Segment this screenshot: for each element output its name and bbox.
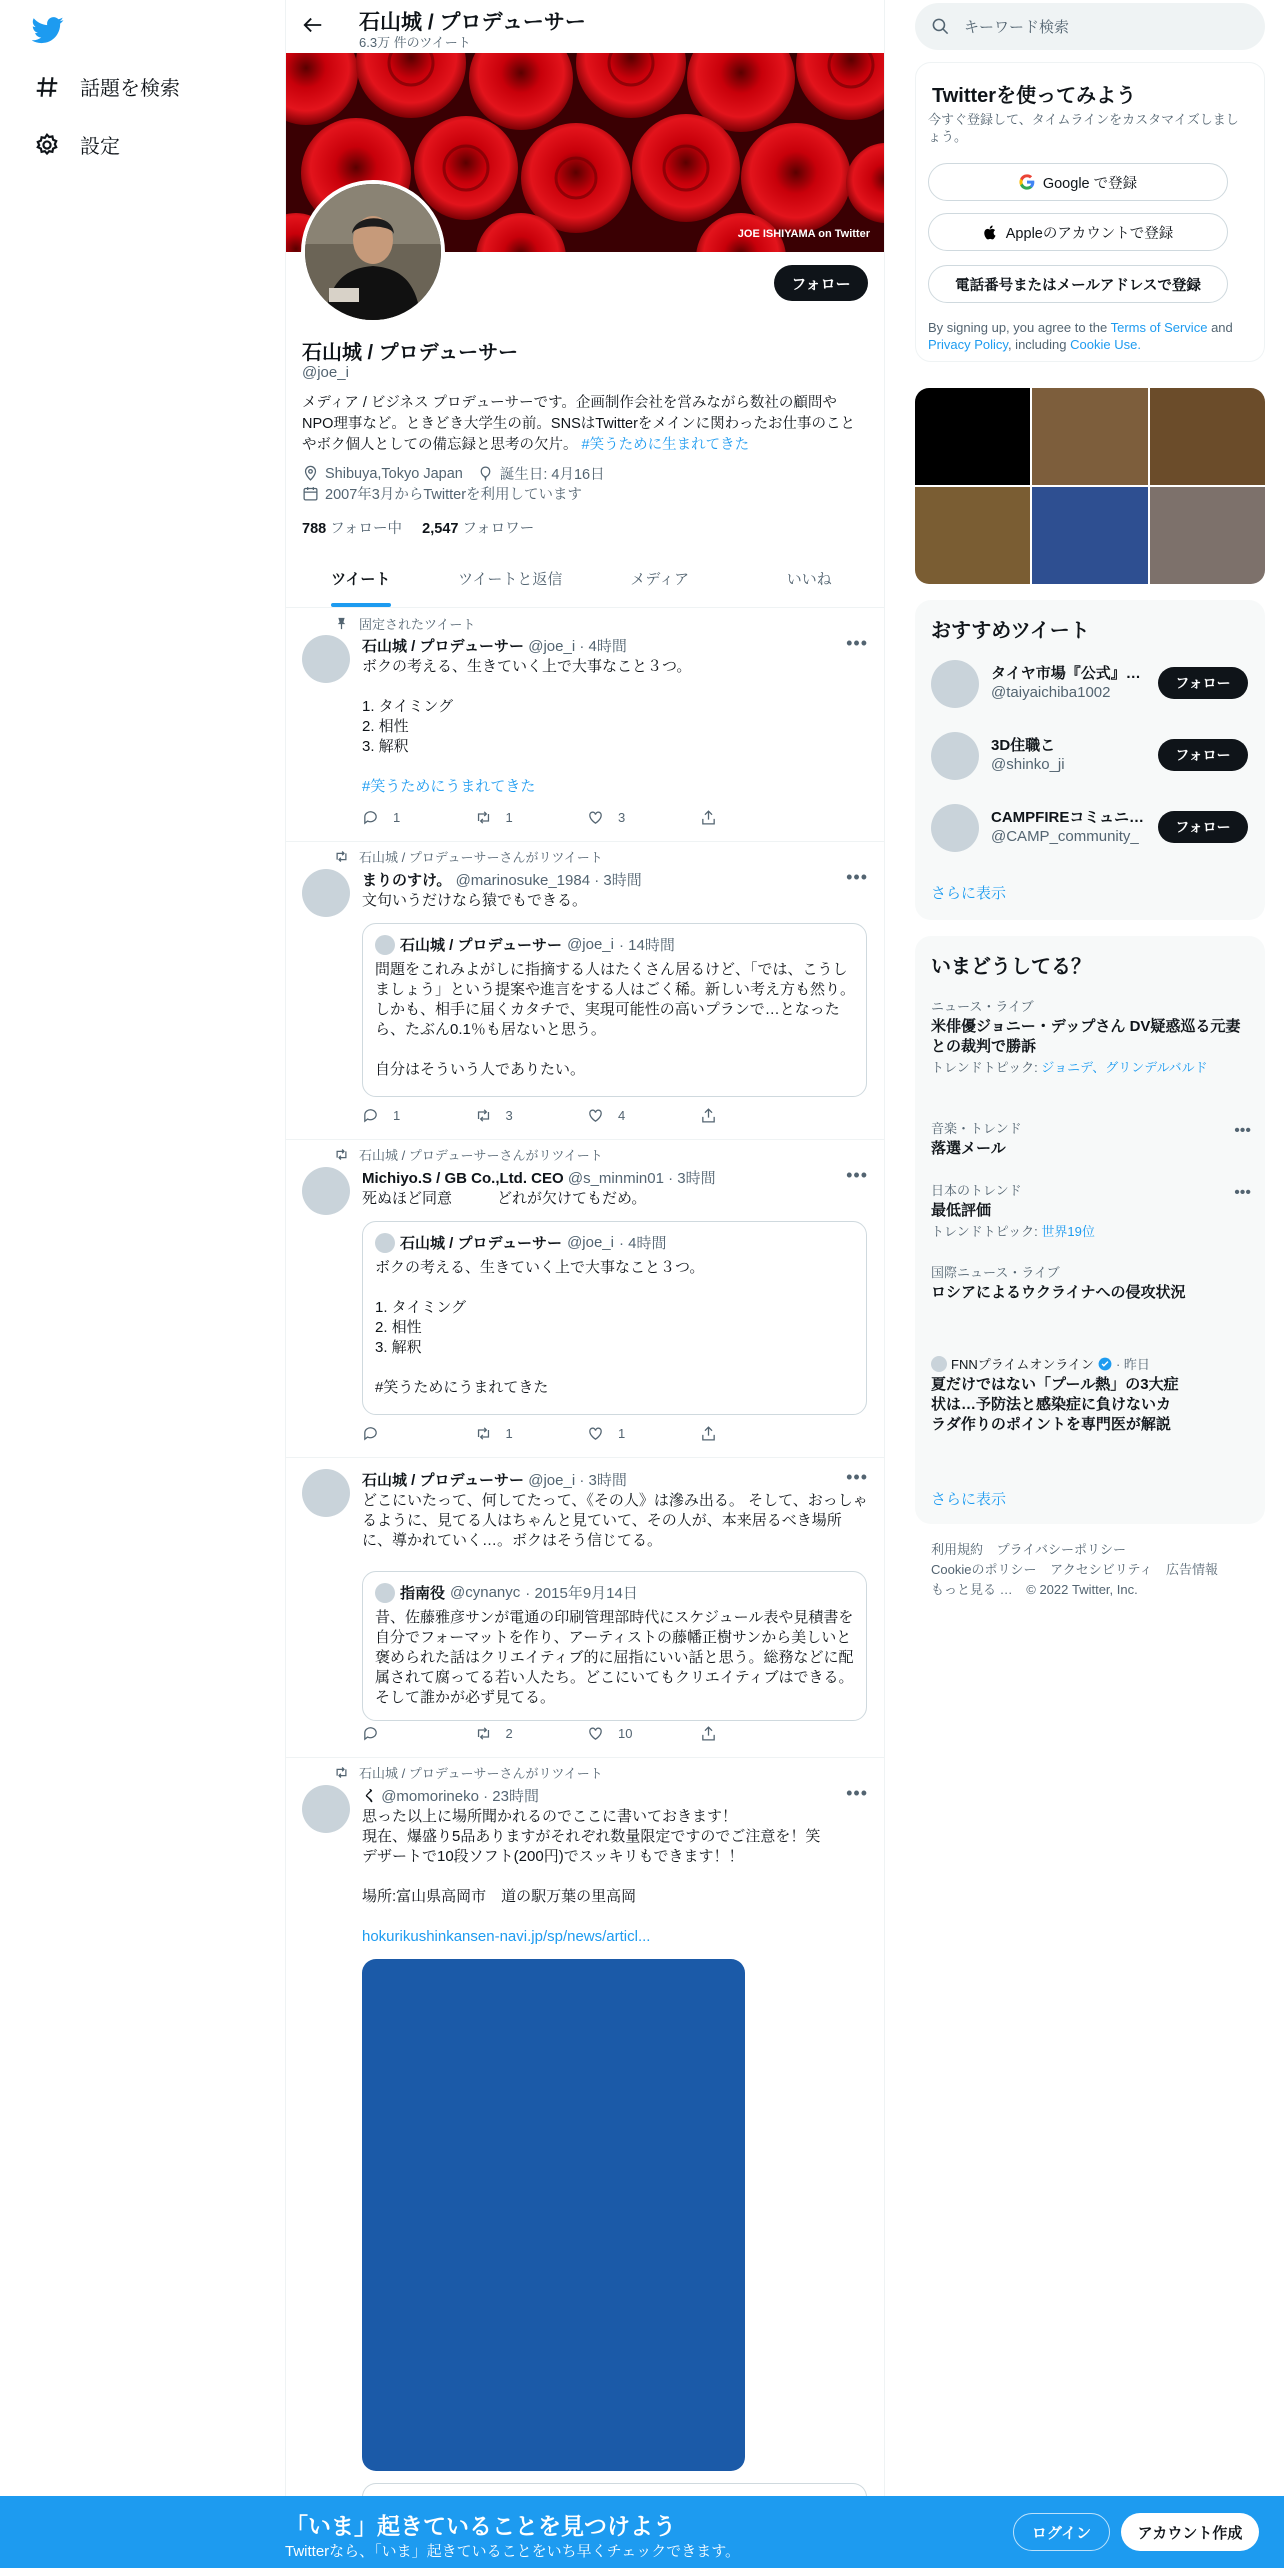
twitter-logo-icon[interactable] (32, 14, 64, 46)
profile-bio (302, 393, 868, 456)
recommended-handle: @CAMP_community_ (991, 828, 1139, 845)
follow-button[interactable]: フォロー (1158, 739, 1248, 771)
gear-icon (34, 132, 60, 158)
nav-explore[interactable] (34, 72, 180, 101)
apple-signup-button[interactable] (928, 213, 1228, 251)
reply-count: 1 (393, 810, 401, 825)
pinned-context (334, 614, 475, 633)
quoted-avatar (375, 1233, 395, 1253)
retweet-icon (475, 809, 492, 826)
back-arrow-icon[interactable] (302, 14, 324, 36)
trend-category: 音楽・トレンド (931, 1121, 1022, 1136)
trend-title: 米俳優ジョニー・デップさん DV疑惑巡る元妻との裁判で勝訴 (931, 1018, 1241, 1055)
retweet-button[interactable] (475, 1725, 588, 1742)
retweet-count: 1 (505, 1426, 513, 1441)
avatar[interactable] (931, 732, 979, 780)
reply-icon (362, 1725, 379, 1742)
like-count: 4 (618, 1108, 626, 1123)
profile-stats (302, 517, 534, 538)
trend-category: 国際ニュース・ライブ (931, 1265, 1060, 1280)
show-more-link[interactable]: さらに表示 (931, 1491, 1007, 1508)
tab-likes[interactable]: いいね (786, 571, 832, 588)
trend-category: 日本のトレンド (931, 1183, 1022, 1198)
bio-hashtag-link[interactable]: #笑うために生まれてきた (581, 437, 750, 453)
balloon-icon (477, 465, 494, 482)
following-link[interactable] (302, 521, 402, 537)
trends-card (915, 936, 1265, 1524)
more-icon[interactable]: ••• (846, 633, 868, 653)
share-icon (700, 1725, 717, 1742)
location-pin-icon (302, 465, 319, 482)
retweet-icon (475, 1725, 492, 1742)
share-button[interactable] (700, 1725, 813, 1742)
trend-category: ニュース・ライブ (931, 999, 1034, 1014)
source-avatar (931, 1356, 947, 1372)
main-column (285, 0, 885, 2568)
author-handle[interactable]: @joe_i (528, 638, 576, 655)
trend-sub-prefix: トレンドトピック: (931, 1060, 1042, 1075)
quoted-author-name: 指南役 (400, 1585, 446, 1602)
profile-joined: 2007年3月からTwitterを利用しています (325, 487, 583, 503)
tweet-header (362, 1785, 539, 1806)
quoted-time: · 14時間 (618, 937, 675, 954)
footer-link[interactable]: Cookieのポリシー (931, 1562, 1037, 1577)
trend-item[interactable] (931, 1262, 1251, 1303)
share-icon (700, 1107, 717, 1124)
pin-icon (334, 616, 349, 631)
terms-and: and (1211, 320, 1233, 335)
quoted-handle: @joe_i (567, 1234, 614, 1251)
quoted-text: 問題をこれみよがしに指摘する人はたくさん居るけど、「では、こうしましょう」という提案や進言をする人はごく稀。新しい考え方も然り。しかも、相手に届くカタチで、実現可能性の高いプランで…となったら、たぶん0.1％も居ないと思う。 自分はそういう人でありたい。 (375, 961, 856, 1078)
recommended-title: おすすめツイート (931, 620, 1090, 642)
quoted-author-name: 石山城 / プロデューサー (400, 1235, 563, 1252)
retweet-button[interactable] (475, 809, 588, 826)
trend-subtitle (931, 1060, 1251, 1076)
tweet-text: 思った以上に場所聞かれるのでここに書いておきます！ 現在、爆盛り5品ありますがそれぞれ数量限定ですのでご注意を！笑 デザートで10段ソフト(200円)でスッキリもできます！！ 場所:富山県高岡市 道の駅万葉の里高岡 (362, 1808, 821, 1905)
profile-tabs (286, 550, 884, 608)
avatar[interactable] (931, 804, 979, 852)
follow-button[interactable]: フォロー (1158, 811, 1248, 843)
like-count: 10 (618, 1726, 633, 1741)
tab-media[interactable]: メディア (630, 571, 690, 588)
retweet-icon (334, 1147, 349, 1162)
profile-handle: @joe_i (302, 364, 349, 381)
google-signup-button[interactable] (928, 163, 1228, 201)
banner-caption: JOE ISHIYAMA on Twitter (737, 228, 870, 240)
nav-explore-label: 話題を検索 (80, 78, 180, 100)
more-icon[interactable]: ••• (846, 1467, 868, 1487)
tweet-actions (362, 1725, 812, 1742)
retweet-context (334, 1145, 603, 1164)
more-icon[interactable]: ••• (846, 1165, 868, 1185)
reply-button[interactable] (362, 1425, 475, 1442)
trend-source: FNNプライムオンライン (951, 1357, 1094, 1372)
retweet-button[interactable] (475, 1425, 588, 1442)
avatar[interactable] (302, 1167, 350, 1215)
terms-prefix: By signing up, you agree to the (928, 320, 1108, 335)
like-button[interactable] (587, 1725, 700, 1742)
search-placeholder: キーワード検索 (964, 19, 1070, 36)
left-nav (0, 0, 285, 2568)
heart-icon (587, 1725, 604, 1742)
recommended-name: タイヤ市場『公式』… (991, 665, 1141, 682)
apple-signup-label: Appleのアカウントで登録 (1005, 225, 1174, 242)
more-icon[interactable]: ••• (846, 1783, 868, 1803)
create-account-button[interactable]: アカウント作成 (1121, 2513, 1259, 2551)
trend-title: 最低評価 (931, 1202, 992, 1219)
phone-email-signup-button[interactable] (928, 265, 1228, 303)
retweet-context-label: 石山城 / プロデューサーさんがリツイート (359, 1766, 603, 1781)
tweet-text: ボクの考える、生きていく上で大事なこと３つ。 1. タイミング 2. 相性 3. 解釈 (362, 658, 692, 755)
signup-card (915, 62, 1265, 362)
privacy-policy-link[interactable]: Privacy Policy (928, 337, 1008, 352)
quoted-header (375, 1582, 638, 1603)
heart-icon (587, 809, 604, 826)
retweet-icon (334, 1765, 349, 1780)
share-icon (700, 809, 717, 826)
author-handle[interactable]: @marinosuke_1984 (455, 872, 591, 889)
recommended-item[interactable] (931, 656, 1261, 712)
quoted-header (375, 934, 675, 955)
media-thumbnail[interactable] (915, 388, 1030, 485)
banner-title: 「いま」起きていることを見つけよう (285, 2513, 676, 2539)
tweet-text: 死ぬほど同意 どれが欠けてもだめ。 (362, 1190, 647, 1207)
retweet-count: 1 (505, 810, 513, 825)
footer-link[interactable]: もっと見る … (931, 1582, 1013, 1597)
retweet-context (334, 847, 603, 866)
footer-link[interactable]: 広告情報 (1166, 1562, 1219, 1577)
quoted-time: · 4時間 (618, 1235, 667, 1252)
tweet-hashtag-link[interactable]: #笑うためにうまれてきた (362, 778, 536, 795)
google-icon (1019, 174, 1035, 190)
reply-icon (362, 1107, 379, 1124)
tweet[interactable] (286, 1457, 884, 1758)
media-thumbnail[interactable] (1150, 487, 1265, 584)
quoted-time: · 2015年9月14日 (525, 1585, 638, 1602)
login-button[interactable]: ログイン (1013, 2513, 1110, 2551)
signup-title: Twitterを使ってみよう (932, 85, 1137, 107)
recommended-name: CAMPFIREコミュニ… (991, 809, 1145, 826)
quoted-handle: @joe_i (567, 936, 614, 953)
following-label: フォロー中 (330, 521, 403, 537)
retweet-icon (475, 1107, 492, 1124)
share-button[interactable] (700, 1107, 813, 1124)
author-handle[interactable]: @momorineko (381, 1788, 479, 1805)
retweet-context-label: 石山城 / プロデューサーさんがリツイート (359, 850, 603, 865)
quoted-author-name: 石山城 / プロデューサー (400, 937, 563, 954)
tweet-external-link[interactable]: hokurikushinkansen-navi.jp/sp/news/articl... (362, 1928, 651, 1945)
trend-subtitle (931, 1224, 1251, 1240)
footer-link[interactable]: プライバシーポリシー (996, 1542, 1126, 1557)
header-title: 石山城 / プロデューサー (359, 11, 586, 34)
recommended-handle: @taiyaichiba1002 (991, 684, 1111, 701)
verified-badge-icon (1098, 1357, 1112, 1371)
tweet-image[interactable] (362, 1959, 745, 2471)
profile-photo (305, 184, 441, 320)
reply-button[interactable] (362, 809, 475, 826)
footer-link[interactable]: 利用規約 (931, 1542, 984, 1557)
more-icon[interactable]: ••• (1234, 1122, 1251, 1139)
quoted-text: 昔、佐藤雅彦サンが電通の印刷管理部時代にスケジュール表や見積書を自分でフォーマットを作り、アーティストの藤幡正樹サンから美しいと褒められた話はクリエイティブ的に屈指にいい話と思う。総務などに配属されて腐ってる若い人たち。どこにいてもクリエイティブはできる。そして誰かが必ず見てる。 (375, 1609, 854, 1706)
nav-settings[interactable] (34, 130, 120, 159)
tweet[interactable] (286, 1757, 884, 2568)
author-name[interactable]: く (362, 1788, 378, 1805)
profile-birthday: 誕生日: 4月16日 (499, 467, 605, 483)
pinned-label: 固定されたツイート (359, 617, 476, 632)
tweet[interactable] (286, 1139, 884, 1458)
share-icon (700, 1425, 717, 1442)
tab-tweets[interactable]: ツイート (286, 550, 436, 607)
profile-header (286, 0, 884, 52)
media-thumbnail[interactable] (1032, 388, 1147, 485)
quoted-header (375, 1232, 667, 1253)
heart-icon (587, 1107, 604, 1124)
author-name[interactable]: Michiyo.S / GB Co.,Ltd. CEO (362, 1170, 564, 1187)
phone-email-signup-label: 電話番号またはメールアドレスで登録 (955, 277, 1201, 294)
retweet-icon (334, 849, 349, 864)
tweet-time[interactable]: · 23時間 (483, 1788, 539, 1805)
retweet-icon (475, 1425, 492, 1442)
like-count: 1 (618, 1426, 626, 1441)
trend-item[interactable] (931, 1118, 1251, 1159)
media-thumbnail[interactable] (1032, 487, 1147, 584)
avatar[interactable] (302, 1469, 350, 1517)
trends-title: いまどうしてる？ (931, 956, 1091, 978)
trend-topic-link[interactable]: 世界19位 (1041, 1224, 1095, 1239)
tweet-header (362, 1167, 716, 1188)
tweet-time[interactable]: · 3時間 (668, 1170, 716, 1187)
tweet-actions (362, 1425, 812, 1442)
retweet-count: 2 (505, 1726, 513, 1741)
followers-count: 2,547 (422, 521, 459, 537)
google-signup-label: Google で登録 (1042, 175, 1138, 192)
recommended-name: 3D住職こ (991, 737, 1056, 754)
tweet-time[interactable]: · 4時間 (579, 638, 627, 655)
cookie-use-link[interactable]: Cookie Use. (1070, 337, 1141, 352)
trend-title: 落選メール (931, 1140, 1006, 1157)
recommended-card (915, 600, 1265, 920)
following-count: 788 (302, 521, 327, 537)
tweet[interactable] (286, 607, 884, 842)
followers-link[interactable] (422, 521, 534, 537)
quoted-tweet[interactable] (362, 1571, 867, 1721)
media-grid (915, 388, 1265, 584)
retweet-context (334, 1763, 603, 1782)
tweet-header (362, 635, 627, 656)
follow-button[interactable]: フォロー (774, 265, 868, 301)
search-icon (931, 17, 950, 36)
tweet-header (362, 1469, 627, 1490)
reply-button[interactable] (362, 1107, 475, 1124)
banner-subtitle: Twitterなら、「いま」起きていることをいち早くチェックできます。 (285, 2543, 741, 2560)
tab-tweets-and-replies[interactable]: ツイートと返信 (458, 571, 563, 588)
calendar-icon (302, 485, 319, 502)
trend-item[interactable] (931, 996, 1251, 1076)
signup-terms (928, 319, 1254, 353)
profile-location: Shibuya,Tokyo Japan (325, 465, 463, 482)
share-button[interactable] (700, 1425, 813, 1442)
avatar[interactable] (931, 660, 979, 708)
avatar[interactable] (302, 869, 350, 917)
profile-avatar[interactable] (301, 180, 445, 324)
reply-count: 1 (393, 1108, 401, 1123)
tweet[interactable] (286, 841, 884, 1140)
reply-icon (362, 1425, 379, 1442)
recommended-handle: @shinko_ji (991, 756, 1065, 773)
share-button[interactable] (700, 809, 813, 826)
tweet-count: 6.3万 件のツイート (359, 35, 471, 50)
signup-banner (0, 2496, 1284, 2568)
media-thumbnail[interactable] (1150, 388, 1265, 485)
profile-joined-row (302, 483, 582, 504)
quoted-text: ボクの考える、生きていく上で大事なこと３つ。 1. タイミング 2. 相性 3. 解釈 #笑うためにうまれてきた (375, 1259, 705, 1396)
tweet-actions (362, 1107, 812, 1124)
reply-icon (362, 809, 379, 826)
reply-button[interactable] (362, 1725, 475, 1742)
like-button[interactable] (587, 1107, 700, 1124)
copyright: © 2022 Twitter, Inc. (1026, 1582, 1138, 1597)
profile-meta-row (302, 463, 605, 484)
author-name[interactable]: まりのすけ。 (362, 872, 452, 889)
quoted-avatar (375, 1583, 395, 1603)
show-more-link[interactable]: さらに表示 (931, 885, 1007, 902)
hashtag-icon (34, 74, 60, 100)
follow-button[interactable]: フォロー (1158, 667, 1248, 699)
author-name[interactable]: 石山城 / プロデューサー (362, 1472, 525, 1489)
like-button[interactable] (587, 1425, 700, 1442)
heart-icon (587, 1425, 604, 1442)
retweet-context-label: 石山城 / プロデューサーさんがリツイート (359, 1148, 603, 1163)
tweet-text: どこにいたって、何してたって、《その人》は滲み出る。 そして、おっしゃるように、見てる人はちゃんと見ていて、その人が、本来居るべき場所に、導かれていく…。ボクはそう信じてる。 (362, 1492, 868, 1549)
quoted-tweet[interactable] (362, 923, 867, 1097)
apple-icon (983, 224, 998, 241)
avatar[interactable] (302, 635, 350, 683)
trend-time: · 昨日 (1115, 1357, 1150, 1372)
author-handle[interactable]: @joe_i (528, 1472, 576, 1489)
quoted-handle: @cynanyc (450, 1584, 521, 1601)
tweet-time[interactable]: · 3時間 (579, 1472, 627, 1489)
footer-links (931, 1540, 1251, 1600)
quoted-tweet[interactable] (362, 1221, 867, 1415)
bio-text: メディア / ビジネス プロデューサーです。企画制作会社を営みながら数社の顧問やNPO理事など。ときどき大学生の前。SNSはTwitterをメインに関わったお仕事のことやボク個人としての備忘録と思考の欠片。 (302, 395, 855, 453)
like-count: 3 (618, 810, 626, 825)
author-handle[interactable]: @s_minmin01 (567, 1170, 664, 1187)
author-name[interactable]: 石山城 / プロデューサー (362, 638, 525, 655)
nav-settings-label: 設定 (80, 136, 120, 158)
profile-name: 石山城 / プロデューサー (302, 342, 519, 364)
tweet-actions (362, 809, 812, 826)
avatar[interactable] (302, 1785, 350, 1833)
tweet-header (362, 869, 642, 890)
search-box[interactable] (915, 3, 1265, 50)
more-icon[interactable]: ••• (1234, 1184, 1251, 1201)
footer-link[interactable]: アクセシビリティ (1050, 1562, 1153, 1577)
media-thumbnail[interactable] (915, 487, 1030, 584)
retweet-count: 3 (505, 1108, 513, 1123)
trend-topic-link[interactable]: ジョニデ、グリンデルバルド (1041, 1060, 1208, 1075)
trend-title: ロシアによるウクライナへの侵攻状況 (931, 1284, 1186, 1301)
trend-item[interactable] (931, 1354, 1181, 1435)
like-button[interactable] (587, 809, 700, 826)
recommended-item[interactable] (931, 800, 1261, 856)
followers-label: フォロワー (462, 521, 535, 537)
trend-sub-prefix: トレンドトピック: (931, 1224, 1042, 1239)
trend-source-row (931, 1354, 1181, 1373)
quoted-avatar (375, 935, 395, 955)
retweet-button[interactable] (475, 1107, 588, 1124)
tweet-text: 文句いうだけなら猿でもできる。 (362, 892, 588, 909)
recommended-item[interactable] (931, 728, 1261, 784)
terms-including: , including (1007, 337, 1067, 352)
signup-subtitle: 今すぐ登録して、タイムラインをカスタマイズしましょう。 (928, 112, 1239, 144)
trend-title: 夏だけではない「プール熱」の3大症状は…予防法と感染症に負けないカラダ作りのポイントを専門医が解説 (931, 1376, 1179, 1433)
more-icon[interactable]: ••• (846, 867, 868, 887)
tweet-time[interactable]: · 3時間 (594, 872, 642, 889)
terms-of-service-link[interactable]: Terms of Service (1110, 320, 1208, 335)
trend-item[interactable] (931, 1180, 1251, 1240)
